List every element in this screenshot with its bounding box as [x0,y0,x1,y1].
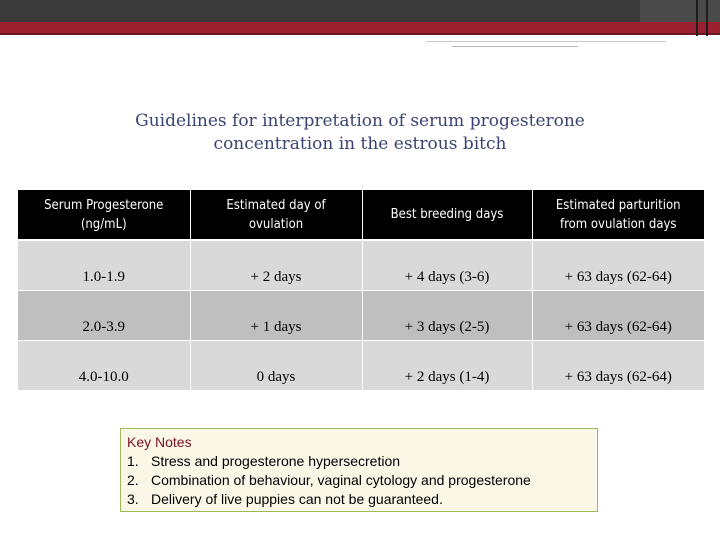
list-item-number: 3. [127,491,139,507]
table-cell: + 2 days [190,240,362,290]
table-cell: + 3 days (2-5) [362,290,532,340]
column-header-line: from ovulation days [559,216,677,232]
band-divider [706,0,708,36]
table-row [18,340,704,390]
column-header-line: (ng/mL) [80,216,127,232]
table-cell: 0 days [190,340,362,390]
top-band-dark [0,0,720,22]
slide-title-line-2: concentration in the estrous bitch [213,134,507,154]
list-item [127,452,591,471]
header-rule [452,46,578,47]
column-header-line: Best breeding days [390,207,504,222]
table-header-row [18,190,704,240]
column-header [18,190,190,240]
header-rule [426,41,666,42]
column-header-line: Serum Progesterone [44,197,164,213]
table-cell: + 63 days (62-64) [532,240,704,290]
list-item-number: 1. [127,453,139,469]
band-divider [696,0,698,36]
table-cell: 1.0-1.9 [18,240,190,290]
list-item-text: Stress and progesterone hypersecretion [151,453,401,469]
column-header-line: Estimated parturition [555,197,681,213]
list-item [127,471,591,490]
key-notes-box [120,428,598,512]
column-header-line: ovulation [248,216,304,232]
list-item-text: Delivery of live puppies can not be guaranteed. [151,491,443,507]
table-cell: 4.0-10.0 [18,340,190,390]
top-band-red-shadow [0,33,720,35]
table-row [18,240,704,290]
column-header [362,190,532,240]
table-cell: 2.0-3.9 [18,290,190,340]
column-header [190,190,362,240]
list-item-text: Combination of behaviour, vaginal cytology and progesterone [151,472,531,488]
slide-title-line-1: Guidelines for interpretation of serum progesterone [135,111,585,131]
slide-title [60,110,660,156]
progesterone-table [18,190,704,390]
table-cell: + 1 days [190,290,362,340]
table-cell: + 2 days (1-4) [362,340,532,390]
column-header-line: Estimated day of [226,197,326,213]
table-cell: + 63 days (62-64) [532,290,704,340]
table-cell: + 63 days (62-64) [532,340,704,390]
key-notes-heading: Key Notes [127,434,192,450]
table-cell: + 4 days (3-6) [362,240,532,290]
list-item [127,490,591,509]
list-item-number: 2. [127,472,139,488]
top-band-dark-end [640,0,720,22]
column-header [532,190,704,240]
table-row [18,290,704,340]
